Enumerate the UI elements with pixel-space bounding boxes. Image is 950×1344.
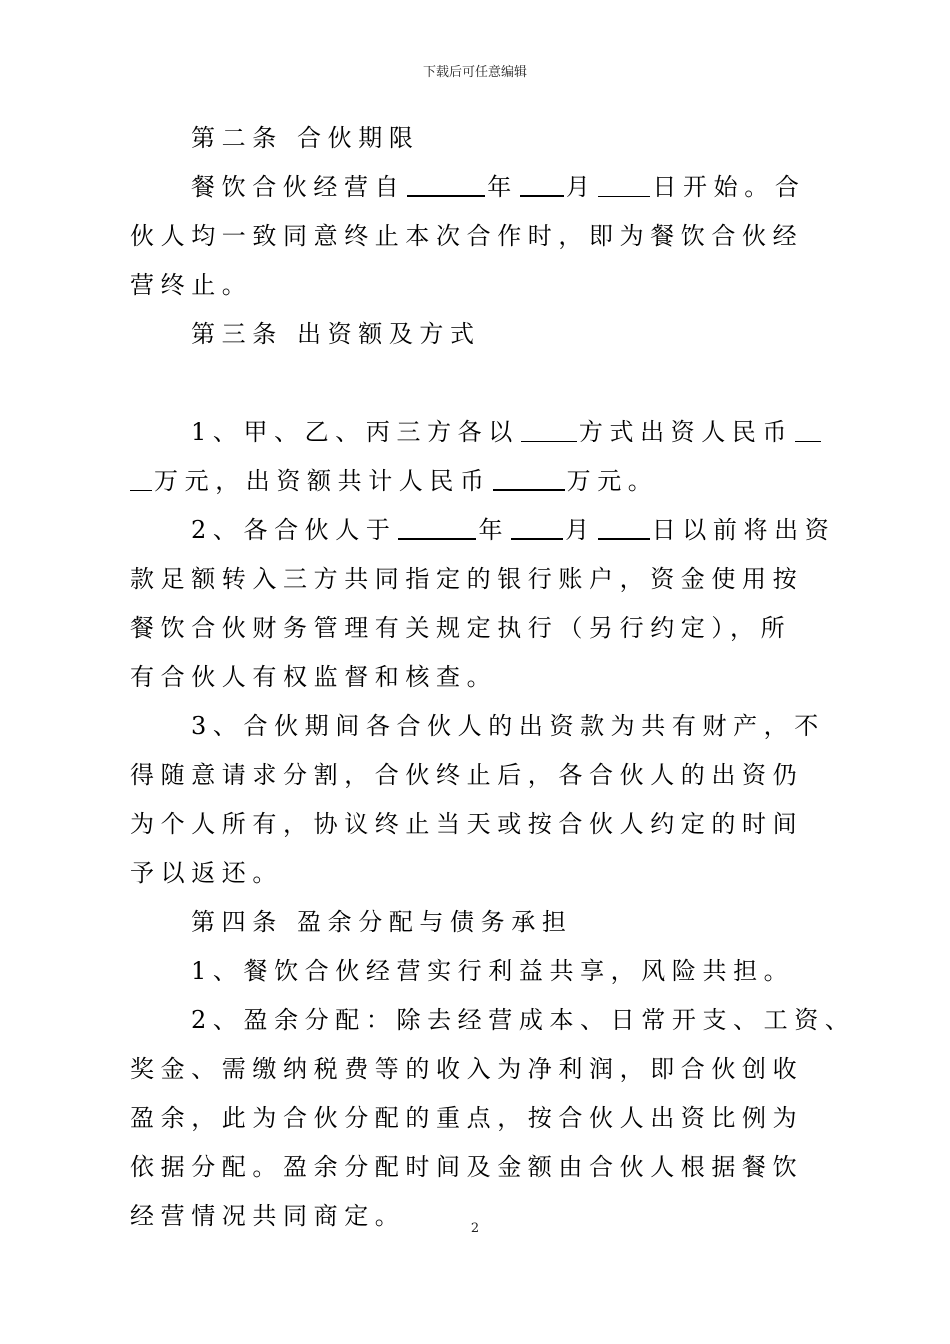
blank-amount-start[interactable] [795,415,821,442]
article-3-item-3-line-4: 予以返还。 [130,859,283,887]
article-3-item-2-line-4: 有合伙人有权监督和核查。 [130,663,498,691]
page-number: 2 [470,1221,480,1236]
blank-month[interactable] [520,169,564,197]
blank-day[interactable] [598,170,650,197]
article-4-item-1: 1、餐饮合伙经营实行利益共享，风险共担。 [191,957,795,985]
blank-total[interactable] [493,463,565,491]
article-3-heading: 第三条 出资额及方式 [191,320,481,348]
article-3-item-2-line-1: 2、各合伙人于 年 月 日以前将出资 [130,506,830,555]
article-3-item-3-line-2: 得随意请求分割，合伙终止后，各合伙人的出资仍 [130,761,804,789]
blank-method[interactable] [521,415,577,442]
blank-year[interactable] [407,169,485,197]
blank-deposit-day[interactable] [598,512,650,540]
article-3-item-1-line-1: 1、甲、乙、丙三方各以 方式出资人民币 [130,408,830,457]
article-4-item-2-line-1: 2、盈余分配：除去经营成本、日常开支、工资、 [191,1006,856,1034]
article-3-item-1-line-2: 万元，出资额共计人民币 万元。 [130,457,830,506]
blank-deposit-year[interactable] [398,512,476,540]
page-header: 下载后可任意编辑 [422,65,527,80]
article-3-item-3-line-1: 3、合伙期间各合伙人的出资款为共有财产，不 [191,712,825,740]
contract-body [130,114,856,1241]
article-4-item-2-line-4: 依据分配。盈余分配时间及金额由合伙人根据餐饮 [130,1153,804,1181]
blank-deposit-month[interactable] [511,512,563,540]
article-2-line-3: 营终止。 [130,271,253,299]
article-4-heading: 第四条 盈余分配与债务承担 [191,908,573,936]
article-2-heading: 第二条 合伙期限 [191,124,420,152]
article-3-item-2-line-2: 款足额转入三方共同指定的银行账户，资金使用按 [130,565,804,593]
article-4-item-2-line-3: 盈余，此为合伙分配的重点，按合伙人出资比例为 [130,1104,804,1132]
article-3-item-3-line-3: 为个人所有，协议终止当天或按合伙人约定的时间 [130,810,804,838]
article-3-item-2-line-3: 餐饮合伙财务管理有关规定执行（另行约定），所 [130,614,792,642]
article-4-item-2-line-2: 奖金、需缴纳税费等的收入为净利润，即合伙创收 [130,1055,804,1083]
article-2-line-2: 伙人均一致同意终止本次合作时，即为餐饮合伙经 [130,222,804,250]
article-2-line-1: 餐饮合伙经营自 年 月 日开始。合 [130,163,830,212]
blank-amount-end[interactable] [130,464,152,491]
article-4-item-2-line-5: 经营情况共同商定。 [130,1202,406,1230]
